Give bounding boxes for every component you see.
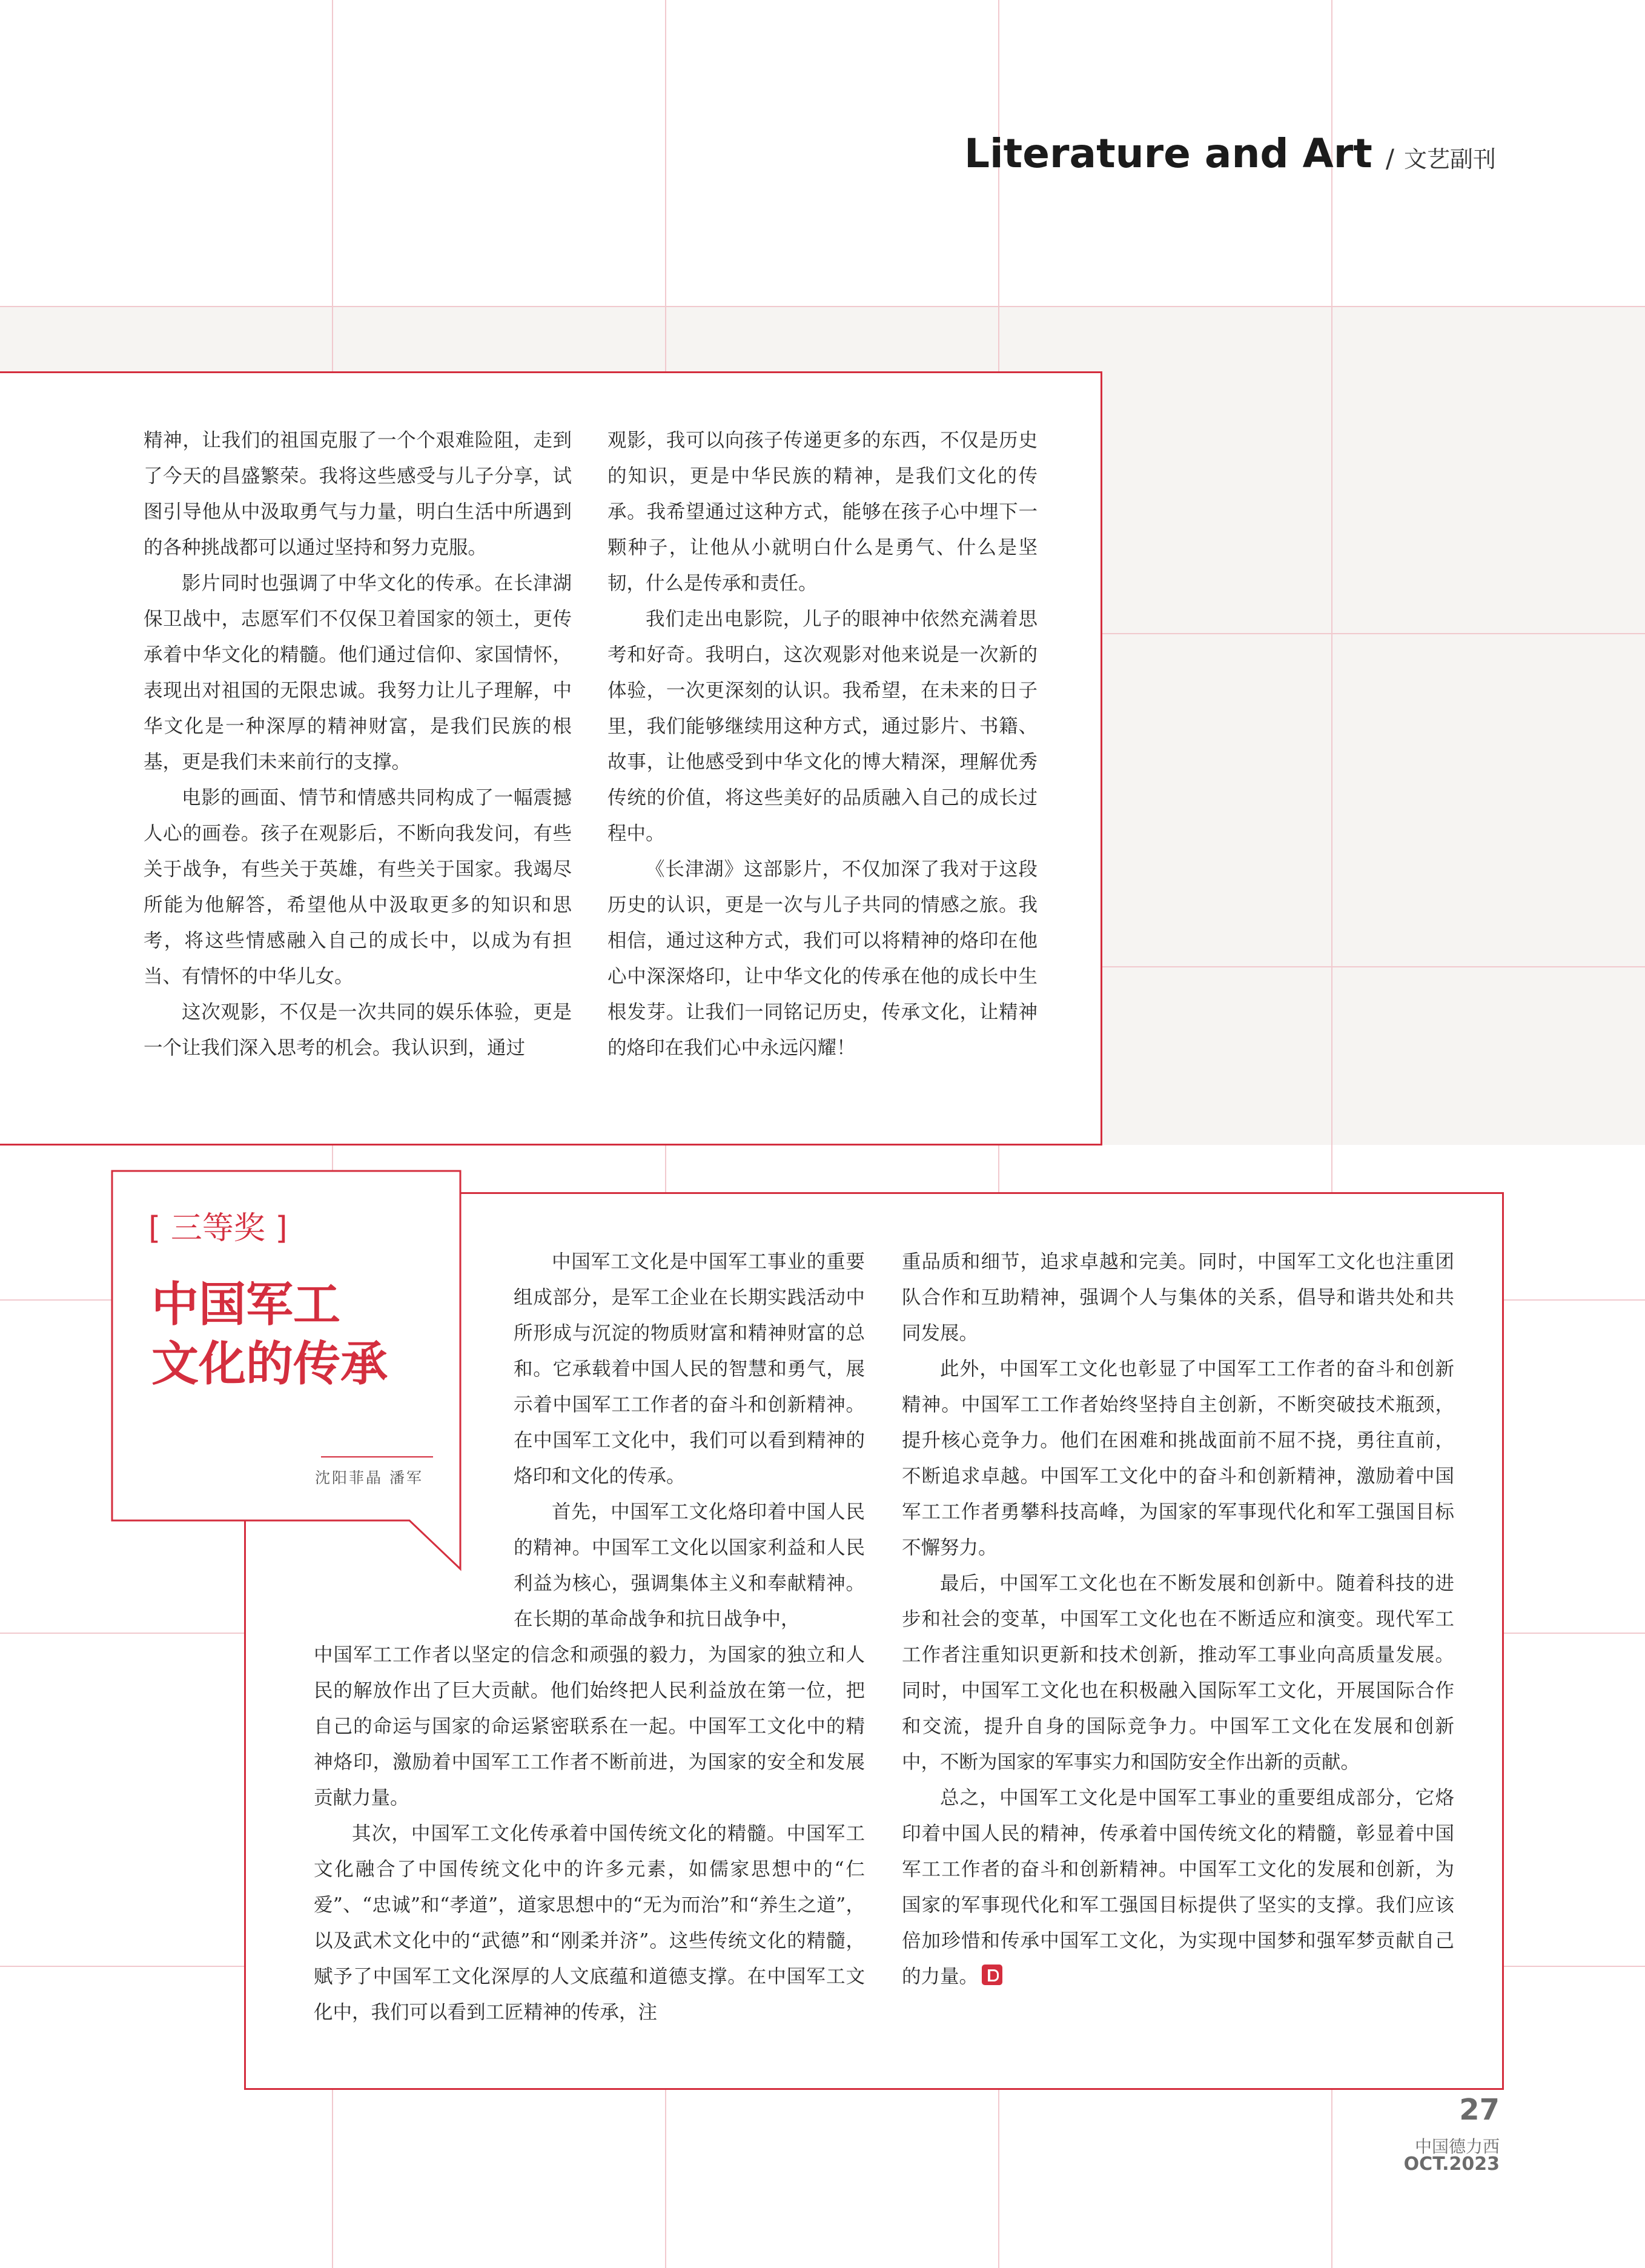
main-article-col1-bottom	[314, 1637, 865, 2031]
title-line: 中国军工	[151, 1278, 341, 1332]
paragraph: 观影，我可以向孩子传递更多的东西，不仅是历史的知识，更是中华民族的精神，是我们文化的传承。我希望通过这种方式，能够在孩子心中埋下一颗种子，让他从小就明白什么是勇气、什么是坚韧，什么是传承和责任。	[607, 429, 1038, 594]
section-title-cn: 文艺副刊	[1403, 146, 1496, 173]
byline-rule	[321, 1456, 433, 1457]
page-number: 27	[1459, 2093, 1500, 2127]
paragraph: 电影的画面、情节和情感共同构成了一幅震撼人心的画卷。孩子在观影后，不断向我发问，有些关于战争，有些关于英雄，有些关于国家。我竭尽所能为他解答，希望他从中汲取更多的知识和思考，将这些情感融入自己的成长中，以成为有担当、有情怀的中华儿女。	[144, 787, 572, 987]
paragraph: 此外，中国军工文化也彰显了中国军工工作者的奋斗和创新精神。中国军工工作者始终坚持自主创新，不断突破技术瓶颈，提升核心竞争力。他们在困难和挑战面前不屈不挠，勇往直前，不断追求卓越。中国军工文化中的奋斗和创新精神，激励着中国军工工作者勇攀科技高峰，为国家的军事现代化和军工强国目标不懈努力。	[902, 1358, 1454, 1559]
paragraph: 首先，中国军工文化烙印着中国人民的精神。中国军工文化以国家利益和人民利益为核心，强调集体主义和奉献精神。在长期的革命战争和抗日战争中，	[514, 1501, 865, 1630]
magazine-name: 中国德力西	[1414, 2137, 1500, 2157]
paragraph: 精神，让我们的祖国克服了一个个艰难险阻，走到了今天的昌盛繁荣。我将这些感受与儿子分享，试图引导他从中汲取勇气与力量，明白生活中所遇到的各种挑战都可以通过坚持和努力克服。	[144, 429, 572, 559]
article-title	[151, 1275, 442, 1394]
paragraph: 重品质和细节，追求卓越和完美。同时，中国军工文化也注重团队合作和互助精神，强调个人与集体的关系，倡导和谐共处和共同发展。	[902, 1251, 1454, 1344]
paragraph: 《长津湖》这部影片，不仅加深了我对于这段历史的认识，更是一次与儿子共同的情感之旅。我相信，通过这种方式，我们可以将精神的烙印在他心中深深烙印，让中华文化的传承在他的成长中生根发芽。让我们一同铭记历史，传承文化，让精神的烙印在我们心中永远闪耀！	[607, 858, 1038, 1059]
section-title-en: Literature and Art	[964, 130, 1372, 177]
paragraph-text: 总之，中国军工文化是中国军工事业的重要组成部分，它烙印着中国人民的精神，传承着中国传统文化的精髓，彰显着中国军工工作者的奋斗和创新精神。中国军工文化的发展和创新，为国家的军事现代化和军工强国目标提供了坚实的支撑。我们应该倍加珍惜和传承中国军工文化，为实现中国梦和强军梦贡献自己的力量。	[902, 1787, 1454, 1988]
issue-date: OCT.2023	[1403, 2154, 1500, 2175]
paragraph: 我们走出电影院，儿子的眼神中依然充满着思考和好奇。我明白，这次观影对他来说是一次新的体验，一次更深刻的认识。我希望，在未来的日子里，我们能够继续用这种方式，通过影片、书籍、故事，让他感受到中华文化的博大精深，理解优秀传统的价值，将这些美好的品质融入自己的成长过程中。	[607, 608, 1038, 844]
title-line: 文化的传承	[151, 1337, 388, 1391]
paragraph: 影片同时也强调了中华文化的传承。在长津湖保卫战中，志愿军们不仅保卫着国家的领土，更传承着中华文化的精髓。他们通过信仰、家国情怀，表现出对祖国的无限忠诚。我努力让儿子理解，中华文化是一种深厚的精神财富，是我们民族的根基，更是我们未来前行的支撑。	[144, 572, 572, 773]
section-divider: /	[1385, 144, 1394, 173]
end-mark-icon	[982, 1965, 1002, 1985]
award-tag: [ 三等奖 ]	[148, 1210, 288, 1247]
author-byline: 沈阳菲晶 潘军	[315, 1469, 423, 1487]
paragraph	[902, 1780, 1454, 1995]
paragraph: 中国军工工作者以坚定的信念和顽强的毅力，为国家的独立和人民的解放作出了巨大贡献。他们始终把人民利益放在第一位，把自己的命运与国家的命运紧密联系在一起。中国军工文化中的精神烙印，激励着中国军工工作者不断前进，为国家的安全和发展贡献力量。	[314, 1644, 865, 1809]
paragraph: 最后，中国军工文化也在不断发展和创新中。随着科技的进步和社会的变革，中国军工文化也在不断适应和演变。现代军工工作者注重知识更新和技术创新，推动军工事业向高质量发展。同时，中国军工文化也在积极融入国际军工文化，开展国际合作和交流，提升自身的国际竞争力。中国军工文化在发展和创新中，不断为国家的军事实力和国防安全作出新的贡献。	[902, 1573, 1454, 1773]
main-article-col2	[902, 1244, 1454, 1995]
paragraph: 其次，中国军工文化传承着中国传统文化的精髓。中国军工文化融合了中国传统文化中的许多元素，如儒家思想中的“仁爱”、“忠诚”和“孝道”，道家思想中的“无为而治”和“养生之道”，以及武术文化中的“武德”和“刚柔并济”。这些传统文化的精髓，赋予了中国军工文化深厚的人文底蕴和道德支撑。在中国军工文化中，我们可以看到工匠精神的传承，注	[314, 1823, 865, 2023]
paragraph: 这次观影，不仅是一次共同的娱乐体验，更是一个让我们深入思考的机会。我认识到，通过	[144, 1001, 572, 1059]
main-article-col1-top	[514, 1244, 865, 1637]
paragraph: 中国军工文化是中国军工事业的重要组成部分，是军工企业在长期实践活动中所形成与沉淀的物质财富和精神财富的总和。它承载着中国人民的智慧和勇气，展示着中国军工工作者的奋斗和创新精神。在中国军工文化中，我们可以看到精神的烙印和文化的传承。	[514, 1251, 865, 1487]
